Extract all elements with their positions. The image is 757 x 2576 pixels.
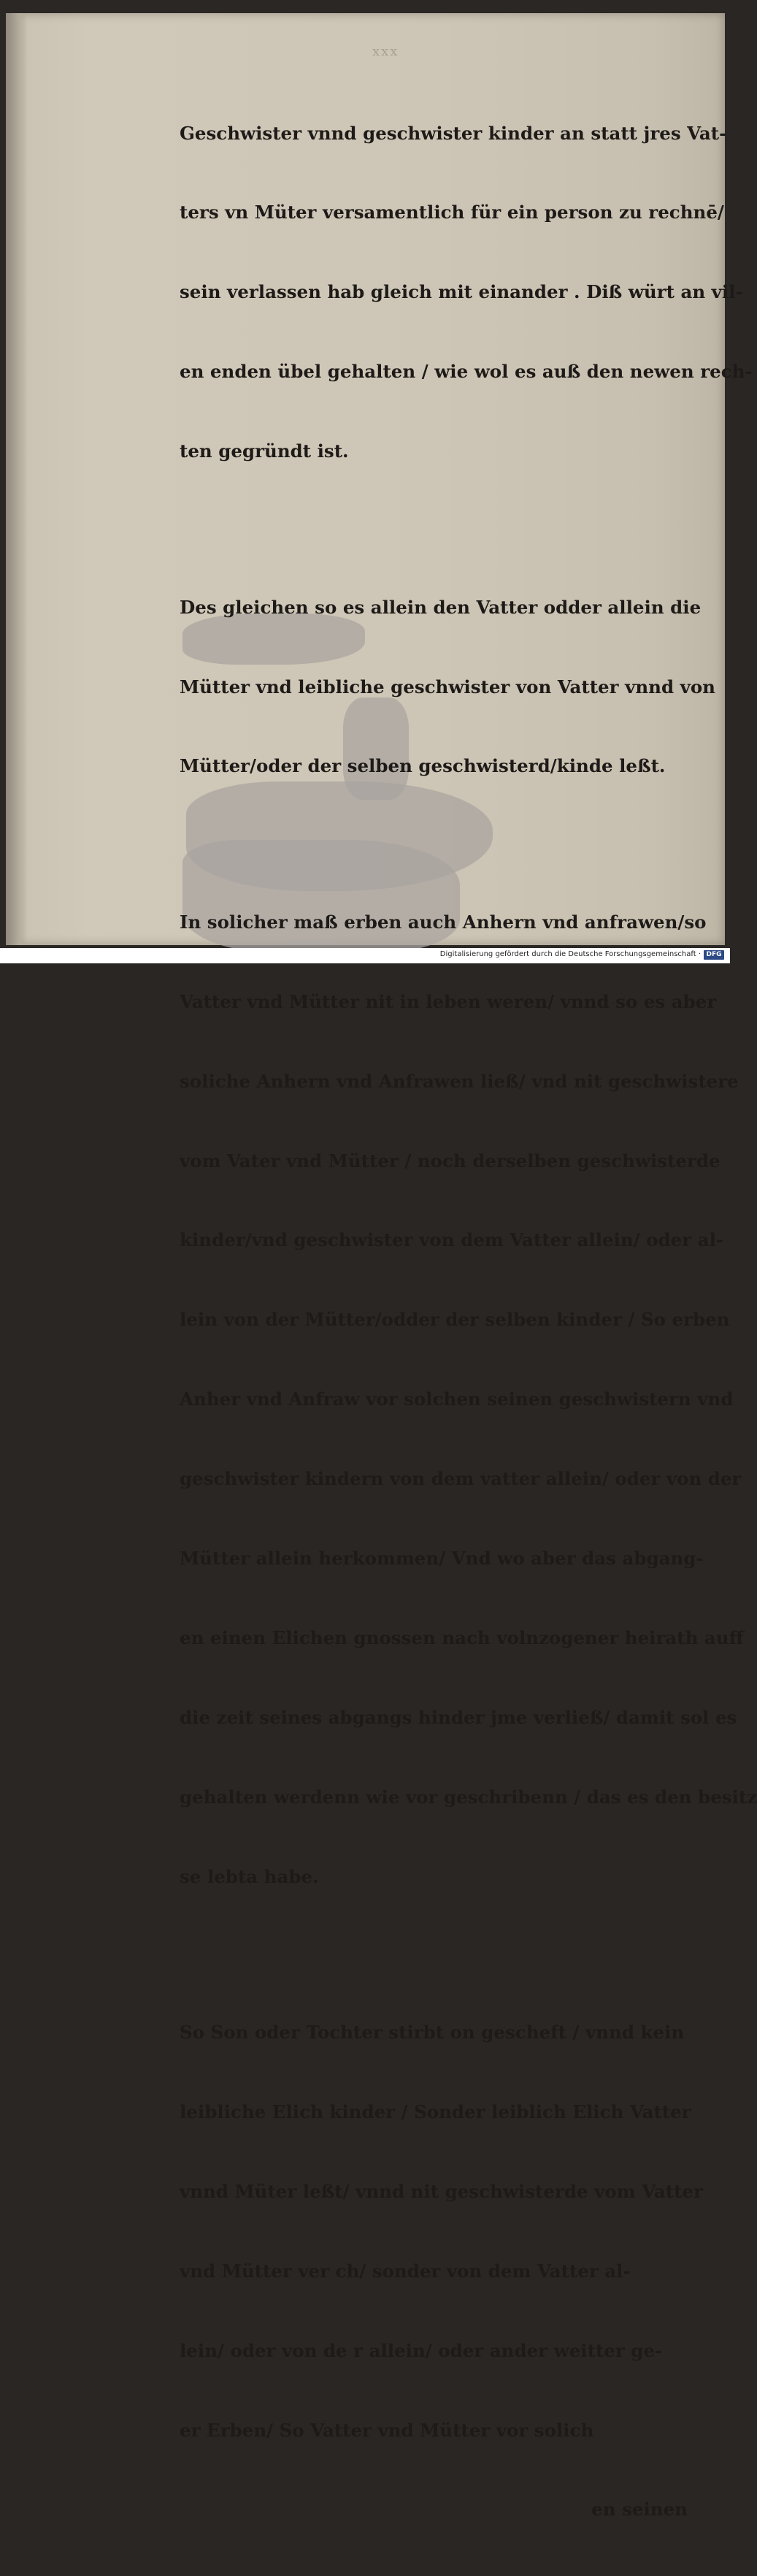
text-line: In solicher maß erben auch Anhern vnd anfrawen/so: [180, 911, 707, 933]
text-line: die zeit seines abgangs hinder jme verließ/ damit sol es: [180, 1706, 737, 1728]
text-line: ters vn Müter versamentlich für ein person zu rechnē/: [180, 202, 724, 223]
text-line: en einen Elichen gnossen nach volnzogener heirath auff: [180, 1627, 744, 1648]
text-line: Des gleichen so es allein den Vatter odder allein die: [180, 596, 702, 618]
text-line: Mütter/oder der selben geschwisterd/kinde leßt.: [180, 755, 666, 777]
text-line: vom Vater vnd Mütter / noch derselben geschwisterde: [180, 1150, 721, 1172]
text-line: er Erben/ So Vatter vnd Mütter vor solich: [180, 2419, 594, 2441]
page-gutter: [6, 13, 28, 945]
text-line: en enden übel gehalten / wie wol es auß den newen rech-: [180, 361, 753, 383]
text-line: soliche Anhern vnd Anfrawen ließ/ vnd nit geschwistere: [180, 1070, 739, 1092]
text-line: lein/ oder von de r allein/ oder ander weitter ge-: [180, 2339, 663, 2361]
text-line: vnnd Müter leßt/ vnnd nit geschwisterde vom Vatter: [180, 2180, 703, 2202]
text-line: Vatter vnd Mütter nit in leben weren/ vnnd so es aber: [180, 990, 717, 1012]
text-line: lein von der Mütter/odder der selben kinder / So erben: [180, 1309, 730, 1331]
paragraph-2: [180, 541, 715, 833]
paragraph-4: [180, 1966, 703, 2576]
text-line: kinder/vnd geschwister von dem Vatter allein/ oder al-: [180, 1229, 724, 1251]
footer-bar: [0, 948, 730, 963]
text-line: Geschwister vnnd geschwister kinder an statt jres Vat-: [180, 122, 727, 144]
text-line: gehalten werdenn wie vor geschribenn / das es den besitz: [180, 1786, 757, 1808]
text-line: se lebta habe.: [180, 1865, 319, 1887]
text-line: ten gegründt ist.: [180, 440, 349, 462]
text-line: leibliche Elich kinder / Sonder leiblich Elich Vatter: [180, 2101, 691, 2122]
text-line: sein verlassen hab gleich mit einander . Diß würt an vil-: [180, 281, 743, 303]
paragraph-1: [180, 67, 753, 518]
text-line: geschwister kindern von dem vatter allein/ oder von der: [180, 1468, 742, 1490]
funding-credit: Digitalisierung gefördert durch die Deutsche Forschungsgemeinschaft ·: [439, 950, 701, 958]
text-line: Mütter allein herkommen/ Vnd wo aber das abgang-: [180, 1548, 704, 1570]
text-line: Mütter vnd leibliche geschwister von Vatter vnnd von: [180, 676, 715, 697]
catchword: en seinen: [591, 2499, 688, 2520]
text-line: So Son oder Tochter stirbt on gescheft / vnnd kein: [180, 2022, 685, 2044]
text-line: Anher vnd Anfraw vor solchen seinen geschwistern vnd: [180, 1388, 734, 1410]
running-head: xxx: [372, 44, 399, 59]
dfg-logo-icon: DFG: [704, 950, 724, 960]
text-line: vnd Mütter ver ch/ sonder von dem Vatter al-: [180, 2260, 631, 2282]
